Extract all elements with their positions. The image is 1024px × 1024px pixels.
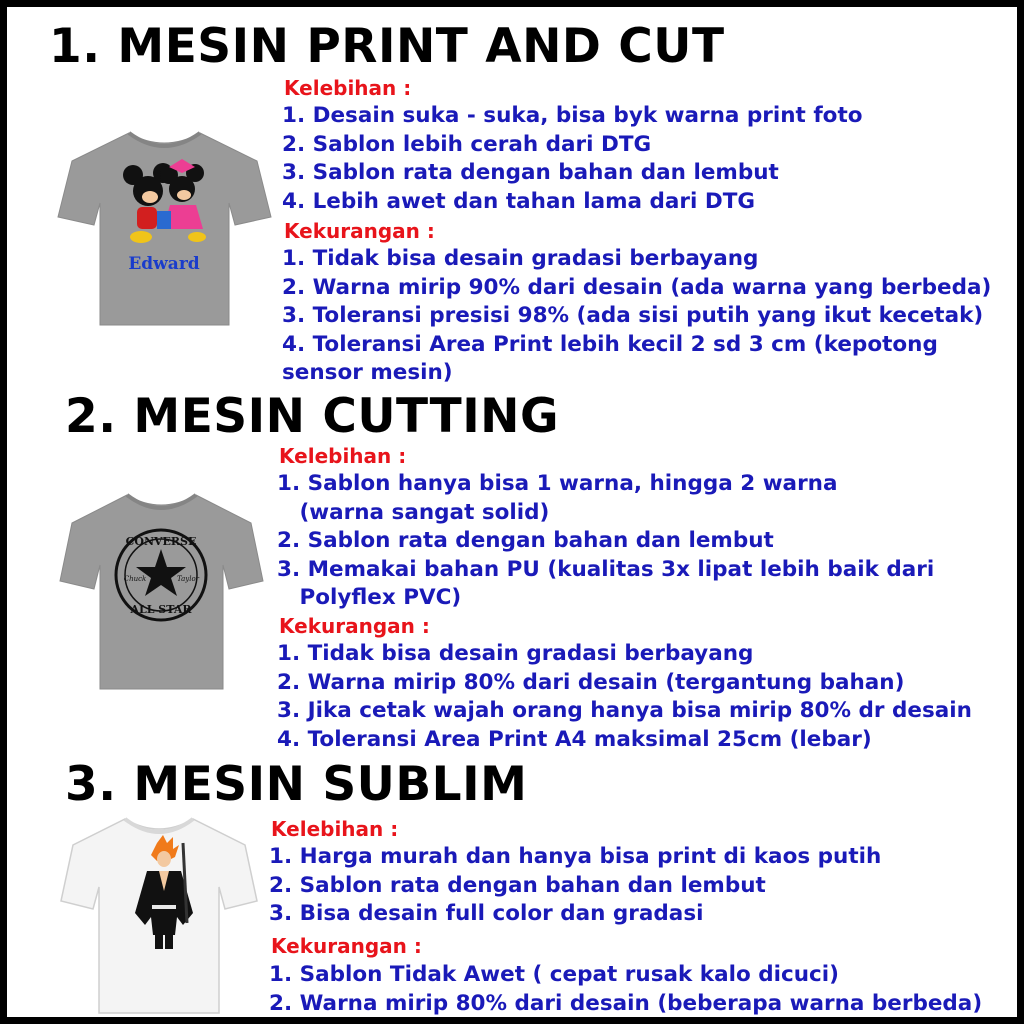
section-2-heading: 2. MESIN CUTTING: [65, 389, 560, 444]
kelebihan-2-item: 1. Sablon hanya bisa 1 warna, hingga 2 warna: [277, 471, 838, 496]
kekurangan-2-item: 1. Tidak bisa desain gradasi berbayang: [277, 641, 754, 666]
kekurangan-2-item: 4. Toleransi Area Print A4 maksimal 25cm (lebar): [277, 726, 872, 752]
kelebihan-1-item: 4. Lebih awet dan tahan lama dari DTG: [282, 188, 756, 214]
kelebihan-2-item: 3. Memakai bahan PU (kualitas 3x lipat lebih baik dari: [277, 556, 935, 582]
kekurangan-2-item: 3. Jika cetak wajah orang hanya bisa mirip 80% dr desain: [277, 698, 972, 723]
kekurangan-1-item: 2. Warna mirip 90% dari desain (ada warna yang berbeda): [282, 274, 992, 300]
kekurangan-label-2: Kekurangan :: [279, 614, 430, 638]
converse-logo-bottom: ALL STAR: [130, 603, 192, 616]
kekurangan-3-item: 2. Warna mirip 80% dari desain (beberapa warna berbeda): [269, 990, 983, 1016]
kelebihan-3-item: 2. Sablon rata dengan bahan dan lembut: [269, 872, 766, 898]
kelebihan-label-2: Kelebihan :: [279, 444, 407, 468]
tshirt-grey-1-icon: [57, 125, 272, 330]
kekurangan-label-1: Kekurangan :: [284, 219, 435, 243]
tshirt-white-icon: [59, 813, 259, 1018]
kelebihan-3-item: 3. Bisa desain full color dan gradasi: [269, 901, 704, 926]
tshirt-grey-2-icon: [59, 489, 264, 694]
kekurangan-1-item: sensor mesin): [282, 360, 453, 385]
shirt-print-name: Edward: [128, 254, 200, 274]
kelebihan-2-item: (warna sangat solid): [277, 499, 550, 525]
kekurangan-1-item: 3. Toleransi presisi 98% (ada sisi putih yang ikut kecetak): [282, 303, 984, 328]
kelebihan-label-3: Kelebihan :: [271, 817, 399, 841]
kekurangan-1-item: 1. Tidak bisa desain gradasi berbayang: [282, 246, 759, 271]
converse-logo-right: Taylor: [176, 575, 200, 583]
kelebihan-1-item: 3. Sablon rata dengan bahan dan lembut: [282, 160, 779, 185]
converse-logo-left: Chuck: [123, 575, 147, 583]
kekurangan-label-3: Kekurangan :: [271, 934, 422, 958]
converse-star-logo-icon: [116, 530, 206, 620]
kelebihan-2-item: 2. Sablon rata dengan bahan dan lembut: [277, 528, 774, 553]
section-1-heading: 1. MESIN PRINT AND CUT: [49, 19, 725, 74]
converse-logo-top: CONVERSE: [125, 535, 197, 548]
kelebihan-2-item: Polyflex PVC): [277, 585, 462, 610]
kekurangan-3-item: 1. Sablon Tidak Awet ( cepat rusak kalo dicuci): [269, 962, 839, 987]
kelebihan-3-item: 1. Harga murah dan hanya bisa print di kaos putih: [269, 844, 882, 869]
kelebihan-label-1: Kelebihan :: [284, 76, 412, 100]
kekurangan-2-item: 2. Warna mirip 80% dari desain (tergantung bahan): [277, 669, 905, 695]
section-3-heading: 3. MESIN SUBLIM: [65, 757, 528, 812]
kelebihan-1-item: 2. Sablon lebih cerah dari DTG: [282, 131, 652, 157]
kelebihan-1-item: 1. Desain suka - suka, bisa byk warna print foto: [282, 103, 863, 128]
kekurangan-1-item: 4. Toleransi Area Print lebih kecil 2 sd 3 cm (kepotong: [282, 331, 938, 357]
